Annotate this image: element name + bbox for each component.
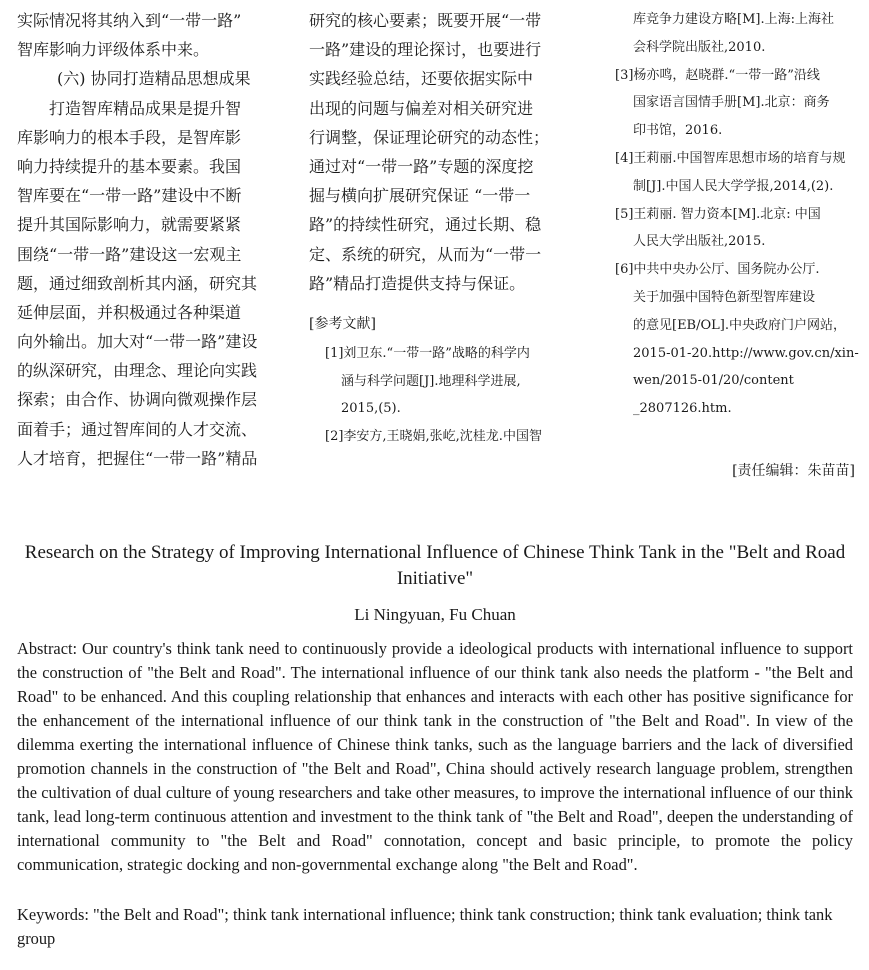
reference-line: 制[J].中国人民大学学报,2014,(2).	[633, 178, 834, 194]
body-column-2	[309, 6, 565, 451]
reference-line: 关于加强中国特色新型智库建设	[633, 289, 816, 305]
text-line: 智库影响力评级体系中来。	[17, 40, 210, 60]
reference-line: [4]王莉丽.中国智库思想市场的培育与规	[615, 150, 846, 166]
reference-line: _2807126.htm.	[633, 401, 732, 417]
reference-line: 会科学院出版社,2010.	[633, 39, 766, 55]
text-line: 库影响力的根本手段，是智库影	[17, 127, 242, 147]
text-line: 围绕“一带一路”建设这一宏观主	[17, 244, 242, 264]
english-abstract: Abstract: Our country's think tank need to continuously provide a ideological products with international influence to support the construction of "the Belt and Road". The international influence of our think tank also needs the platform - "the Belt and Road" to be enhanced. And this coupling relationship that enhances and interacts with each other has positive significance for the enhancement of the international influence of our think tank in the construction of "the Belt and Road". In view of the dilemma exerting the international influence of Chinese think tanks, such as the language barriers and the lack of diversified promotion channels in the construction of "the Belt and Road", China should actively research language problem, strengthen the cultivation of dual culture of young researchers and take other measures, to improve the international influence of our think tank, lead long-term continuous attention and investment to the think tank of "the Belt and Road", deepen the understanding of international community to "the Belt and Road" connotation, concept and basic principle, to promote the policy communication, strategic docking and non-governmental exchange along "the Belt and Road".	[17, 639, 853, 874]
english-authors: Li Ningyuan, Fu Chuan	[354, 605, 516, 624]
english-keywords: Keywords: "the Belt and Road"; think tank international influence; think tank construction; think tank evaluation; think tank group	[17, 905, 833, 948]
text-line: 题，通过细致剖析其内涵，研究其	[17, 273, 258, 293]
reference-list	[615, 6, 860, 423]
text-line: 提升其国际影响力，就需要紧紧	[17, 215, 242, 235]
text-line: 出现的问题与偏差对相关研究进	[309, 98, 534, 118]
responsible-editor: [责任编辑：朱苗苗]	[732, 463, 855, 479]
text-line: 延伸层面，并积极通过各种渠道	[17, 302, 242, 322]
text-line: 实践经验总结，还要依据实际中	[309, 69, 534, 89]
text-line: 研究的核心要素；既要开展“一带	[309, 11, 542, 30]
reference-line: 印书馆，2016.	[633, 123, 723, 139]
reference-line: 国家语言国情手册[M].北京：商务	[633, 95, 830, 111]
text-line: 定、系统的研究，从而为“一带一	[309, 244, 542, 264]
references-column	[615, 6, 860, 423]
text-line: 通过对“一带一路”专题的深度挖	[309, 156, 534, 176]
english-title: Research on the Strategy of Improving International Influence of Chinese Think Tank in the "Belt and Road Initiative"	[24, 542, 846, 589]
reference-line: 涵与科学问题[J].地理科学进展,	[341, 373, 521, 389]
text-line: 探索；由合作、协调向微观操作层	[17, 390, 258, 410]
reference-line: 人民大学出版社,2015.	[633, 234, 766, 250]
references-heading: [参考文献]	[309, 315, 376, 332]
text-line: 打造智库精品成果是提升智	[49, 98, 242, 118]
text-line: 响力持续提升的基本要素。我国	[17, 156, 242, 176]
reference-line: 2015,(5).	[341, 401, 401, 417]
text-line: 路”精品打造提供支持与保证。	[309, 273, 526, 293]
reference-line: 库竞争力建设方略[M].上海:上海社	[633, 12, 834, 27]
text-line: 掘与横向扩展研究保证 “一带一	[309, 186, 531, 206]
reference-line: wen/2015-01/20/content	[633, 373, 794, 389]
text-line: 路”的持续性研究，通过长期、稳	[309, 215, 542, 235]
text-line: 面着手；通过智库间的人才交流、	[17, 419, 258, 439]
reference-line: [3]杨亦鸣，赵晓群.“一带一路”沿线	[615, 67, 820, 83]
reference-line: [1]刘卫东.“一带一路”战略的科学内	[325, 345, 530, 361]
reference-line: [6]中共中央办公厅、国务院办公厅.	[615, 262, 820, 278]
reference-line: 2015-01-20.http://www.gov.cn/xin-	[633, 345, 859, 361]
reference-line: 的意见[EB/OL].中央政府门户网站，	[633, 317, 846, 333]
text-line: 人才培育，把握住“一带一路”精品	[17, 448, 258, 468]
text-line: 智库要在“一带一路”建设中不断	[17, 186, 242, 206]
reference-line: [5]王莉丽. 智力资本[M].北京: 中国	[615, 206, 821, 222]
text-line: 向外输出。加大对“一带一路”建设	[17, 332, 258, 352]
body-column-1	[17, 6, 274, 473]
text-line: 实际情况将其纳入到“一带一路”	[17, 11, 242, 30]
text-line: 行调整，保证理论研究的动态性；	[309, 127, 550, 147]
text-line: 的纵深研究，由理念、理论向实践	[17, 361, 258, 381]
reference-line: [2]李安方,王晓娟,张屹,沈桂龙.中国智	[325, 428, 542, 444]
section-heading: (六) 协同打造精品思想成果	[57, 69, 251, 89]
reference-list	[309, 340, 565, 451]
text-line: 一路”建设的理论探讨，也要进行	[309, 40, 542, 60]
